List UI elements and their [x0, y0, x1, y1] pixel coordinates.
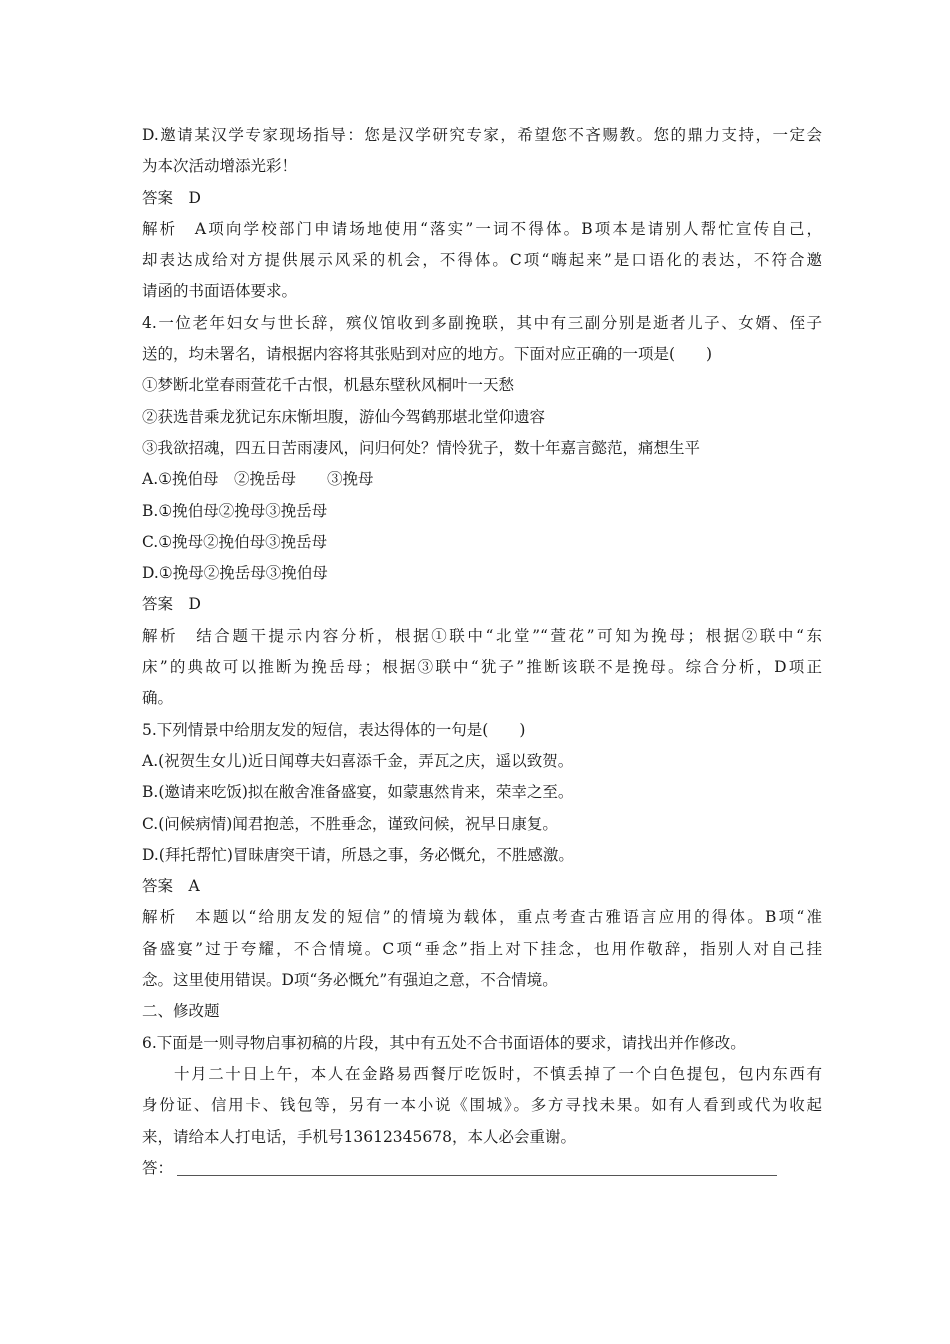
q5-answer: 答案 A	[142, 877, 200, 896]
q4-couplet-3: ③我欲招魂，四五日苦雨凄风，问归何处？情怜犹子，数十年嘉言懿范，痛想生平	[142, 438, 701, 457]
q6-answer-row	[142, 1153, 822, 1184]
q6-passage-line1: 十月二十日上午，本人在金路易西餐厅吃饭时，不慎丢掉了一个白色提包，包内东西有	[174, 1064, 822, 1083]
q4-option-d: D.①挽母②挽岳母③挽伯母	[142, 564, 328, 583]
q5-stem: 5.下列情景中给朋友发的短信，表达得体的一句是( )	[142, 720, 526, 739]
q4-option-b: B.①挽伯母②挽母③挽岳母	[142, 501, 328, 520]
q4-option-a: A.①挽伯母 ②挽岳母 ③挽母	[142, 470, 374, 489]
q3-option-d-line1: D.邀请某汉学专家现场指导：您是汉学研究专家，希望您不吝赐教。您的鼎力支持，一定会	[142, 126, 822, 144]
document-body	[142, 120, 822, 1184]
answer-blank-line[interactable]	[177, 1155, 777, 1176]
q3-option-d-line2: 为本次活动增添光彩！	[142, 157, 298, 176]
q4-couplet-2: ②获选昔乘龙犹记东床惭坦腹，游仙今驾鹤那堪北堂仰遗容	[142, 407, 546, 426]
q5-option-a: A.(祝贺生女儿)近日闻尊夫妇喜添千金，弄瓦之庆，遥以致贺。	[142, 751, 574, 770]
q3-analysis-line3: 请函的书面语体要求。	[142, 282, 298, 301]
q6-answer-label: 答：	[142, 1158, 174, 1177]
q5-option-c: C.(问候病情)闻君抱恙，不胜垂念，谨致问候，祝早日康复。	[142, 814, 558, 833]
q4-analysis-line3: 确。	[142, 689, 174, 708]
q4-stem-line1: 4.一位老年妇女与世长辞，殡仪馆收到多副挽联，其中有三副分别是逝者儿子、女婿、侄子	[142, 313, 822, 332]
q3-analysis-line1: 解析 A项向学校部门申请场地使用“落实”一词不得体。B项本是请别人帮忙宣传自己，	[142, 219, 822, 238]
q3-answer: 答案 D	[142, 188, 201, 207]
q4-couplet-1: ①梦断北堂春雨萱花千古恨，机悬东壁秋风桐叶一天愁	[142, 376, 515, 395]
q4-analysis-line1: 解析 结合题干提示内容分析，根据①联中“北堂”“萱花”可知为挽母；根据②联中“东	[142, 626, 822, 645]
q3-analysis-line2: 却表达成给对方提供展示风采的机会，不得体。C项“嗨起来”是口语化的表达，不符合邀	[142, 251, 822, 270]
q5-analysis-line1: 解析 本题以“给朋友发的短信”的情境为载体，重点考查古雅语言应用的得体。B项“准	[142, 908, 822, 927]
q5-option-d: D.(拜托帮忙)冒昧唐突干请，所恳之事，务必慨允，不胜感激。	[142, 845, 574, 864]
q5-analysis-line2: 备盛宴”过于夸耀，不合情境。C项“垂念”指上对下挂念，也用作敬辞，指别人对自己挂	[142, 939, 822, 958]
q5-option-b: B.(邀请来吃饭)拟在敝舍准备盛宴，如蒙惠然肯来，荣幸之至。	[142, 783, 574, 802]
section-heading: 二、修改题	[142, 1002, 220, 1021]
q5-analysis-line3: 念。这里使用错误。D项“务必慨允”有强迫之意，不合情境。	[142, 971, 558, 990]
q6-passage-line2: 身份证、信用卡、钱包等，另有一本小说《围城》。多方寻找未果。如有人看到或代为收起	[142, 1096, 822, 1115]
q6-stem: 6.下面是一则寻物启事初稿的片段，其中有五处不合书面语体的要求，请找出并作修改。	[142, 1033, 746, 1052]
q4-answer: 答案 D	[142, 595, 201, 614]
q6-passage-line3: 来，请给本人打电话，手机号13612345678，本人必会重谢。	[142, 1127, 576, 1146]
q4-stem-line2: 送的，均未署名，请根据内容将其张贴到对应的地方。下面对应正确的一项是( )	[142, 345, 713, 364]
q4-analysis-line2: 床”的典故可以推断为挽岳母；根据③联中“犹子”推断该联不是挽母。综合分析，D项正	[142, 658, 822, 677]
q4-option-c: C.①挽母②挽伯母③挽岳母	[142, 532, 328, 551]
